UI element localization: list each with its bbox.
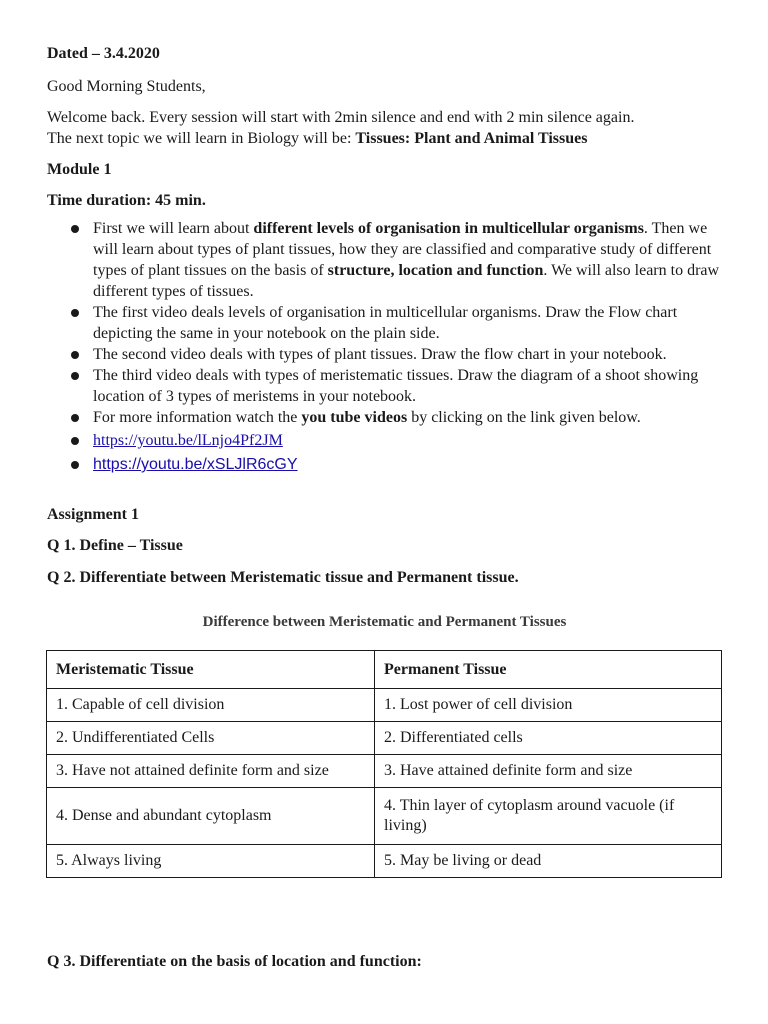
table-row: [47, 788, 722, 845]
list-item: [47, 454, 727, 475]
table-header-row: [47, 651, 722, 689]
topic-title: Tissues: Plant and Animal Tissues: [355, 130, 588, 147]
table-cell: 4. Thin layer of cytoplasm around vacuole (if living): [375, 788, 722, 845]
comparison-table: [46, 650, 722, 878]
table-cell: 1. Capable of cell division: [47, 689, 375, 722]
table-row: [47, 722, 722, 755]
table-cell: 5. May be living or dead: [375, 845, 722, 878]
table-row: [47, 689, 722, 722]
date-line: Dated – 3.4.2020: [47, 45, 160, 62]
bullet-icon: [71, 351, 79, 359]
list-item: First we will learn about different levels of organisation in multicellular organisms. Then we will learn about types of plant tissues, how they are classified and comparative study of different types of plant tissues on the basis of structure, location and function. We will also learn to draw different types of tissues.: [47, 218, 727, 302]
bullet-icon: [71, 461, 79, 469]
question-2: Q 2. Differentiate between Meristematic tissue and Permanent tissue.: [47, 569, 519, 586]
bullet-icon: [71, 437, 79, 445]
video-link-1[interactable]: https://youtu.be/lLnjo4Pf2JM: [93, 432, 283, 449]
list-item: For more information watch the you tube videos by clicking on the link given below.: [47, 407, 727, 428]
header-meristematic: Meristematic Tissue: [47, 651, 375, 689]
table-cell: 3. Have attained definite form and size: [375, 755, 722, 788]
table-cell: 4. Dense and abundant cytoplasm: [47, 788, 375, 845]
table-row: [47, 755, 722, 788]
bullet-icon: [71, 309, 79, 317]
table-cell: 2. Differentiated cells: [375, 722, 722, 755]
table-caption: Difference between Meristematic and Permanent Tissues: [202, 614, 567, 630]
table-row: [47, 845, 722, 878]
video-link-2[interactable]: https://youtu.be/xSLJlR6cGY: [93, 456, 298, 473]
question-1: Q 1. Define – Tissue: [47, 537, 183, 554]
table-cell: 1. Lost power of cell division: [375, 689, 722, 722]
module-title: Module 1: [47, 161, 112, 178]
table-cell: 3. Have not attained definite form and size: [47, 755, 375, 788]
assignment-title: Assignment 1: [47, 506, 140, 523]
list-item: [47, 430, 727, 451]
table-cell: 2. Undifferentiated Cells: [47, 722, 375, 755]
instruction-list: [47, 218, 727, 475]
question-3: Q 3. Differentiate on the basis of location and function:: [47, 953, 422, 970]
time-duration: Time duration: 45 min.: [47, 192, 206, 209]
bullet-icon: [71, 225, 79, 233]
list-item: The third video deals with types of meristematic tissues. Draw the diagram of a shoot showing location of 3 types of meristems in your notebook.: [47, 365, 727, 407]
list-item: The second video deals with types of plant tissues. Draw the flow chart in your notebook.: [47, 344, 727, 365]
intro-line-1: Welcome back. Every session will start with 2min silence and end with 2 min silence again.: [47, 109, 635, 126]
table-cell: 5. Always living: [47, 845, 375, 878]
bullet-icon: [71, 414, 79, 422]
bullet-icon: [71, 372, 79, 380]
header-permanent: Permanent Tissue: [375, 651, 722, 689]
greeting: Good Morning Students,: [47, 78, 206, 95]
intro-line-2: The next topic we will learn in Biology will be: Tissues: Plant and Animal Tissues: [47, 130, 588, 147]
list-item: The first video deals levels of organisation in multicellular organisms. Draw the Flow chart depicting the same in your notebook on the plain side.: [47, 302, 727, 344]
